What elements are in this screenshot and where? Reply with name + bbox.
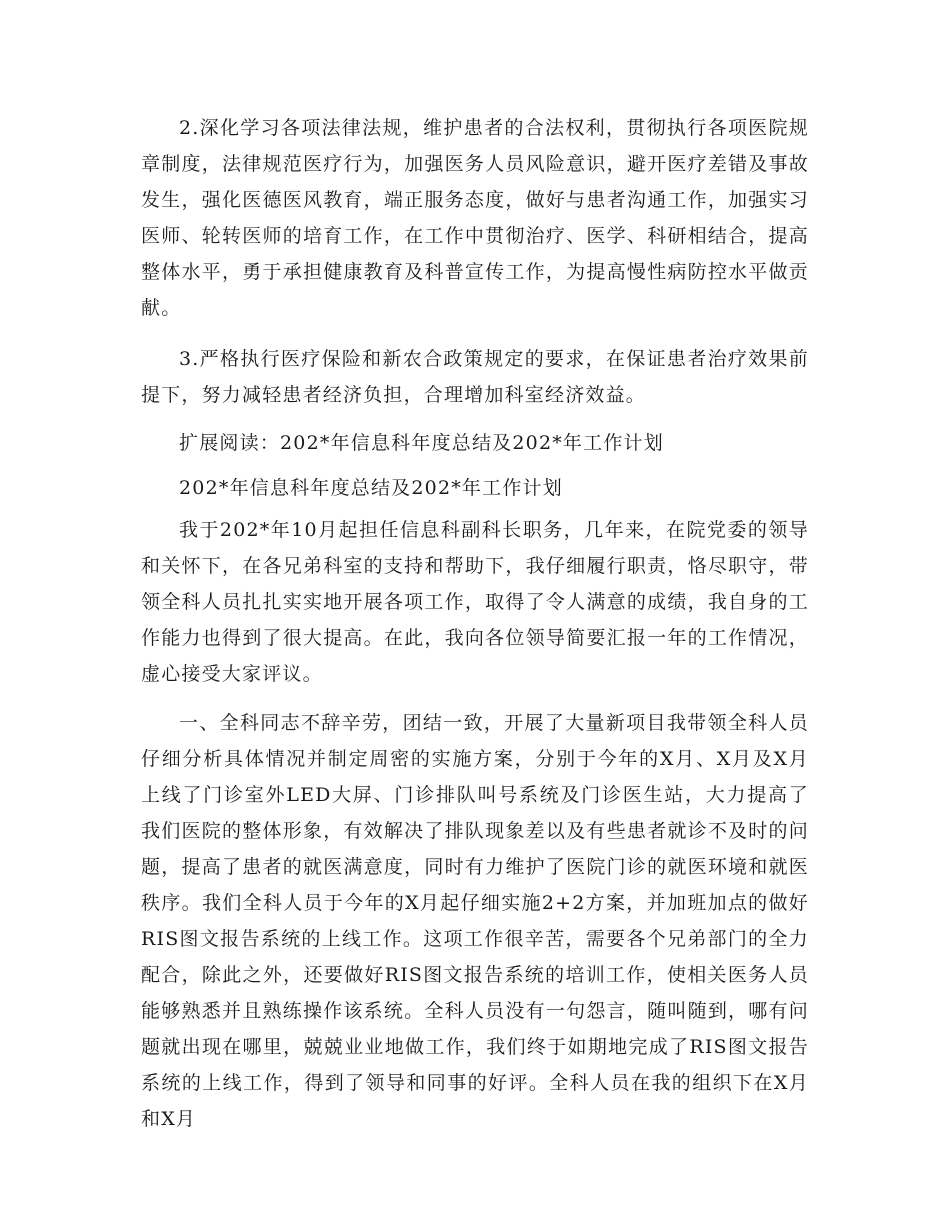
document-text [141, 425, 809, 461]
document-text [141, 110, 809, 326]
paragraph-item-3: 3.严格执行医疗保险和新农合政策规定的要求，在保证患者治疗效果前提下，努力减轻患者经济负担，合理增加科室经济效益。 [141, 348, 809, 406]
document-text [141, 705, 809, 1137]
extended-reading-line: 扩展阅读：202*年信息科年度总结及202*年工作计划 [179, 432, 664, 454]
intro-paragraph: 我于202*年10月起担任信息科副科长职务，几年来，在院党委的领导和关怀下，在各兄弟科室的支持和帮助下，我仔细履行职责，恪尽职守，带领全科人员扎扎实实地开展各项工作，取得了令人满意的成绩，我自身的工作能力也得到了很大提高。在此，我向各位领导简要汇报一年的工作情况，虚心接受大家评议。 [141, 519, 809, 685]
document-text [141, 512, 809, 692]
document-text [141, 470, 809, 506]
section-one-paragraph: 一、全科同志不辞辛劳，团结一致，开展了大量新项目我带领全科人员仔细分析具体情况并制定周密的实施方案，分别于今年的X月、X月及X月上线了门诊室外LED大屏、门诊排队叫号系统及门诊医生站，大力提高了我们医院的整体形象，有效解决了排队现象差以及有些患者就诊不及时的问题，提高了患者的就医满意度，同时有力维护了医院门诊的就医环境和就医秩序。我们全科人员于今年的X月起仔细实施2+2方案，并加班加点的做好RIS图文报告系统的上线工作。这项工作很辛苦，需要各个兄弟部门的全力配合，除此之外，还要做好RIS图文报告系统的培训工作，使相关医务人员能够熟悉并且熟练操作该系统。全科人员没有一句怨言，随叫随到，哪有问题就出现在哪里，兢兢业业地做工作，我们终于如期地完成了RIS图文报告系统的上线工作，得到了领导和同事的好评。全科人员在我的组织下在X月和X月 [141, 712, 809, 1130]
document-text [141, 341, 809, 413]
section-title: 202*年信息科年度总结及202*年工作计划 [179, 477, 563, 499]
paragraph-item-2: 2.深化学习各项法律法规，维护患者的合法权利，贯彻执行各项医院规章制度，法律规范医疗行为，加强医务人员风险意识，避开医疗差错及事故发生，强化医德医风教育，端正服务态度，做好与患者沟通工作，加强实习医师、轮转医师的培育工作，在工作中贯彻治疗、医学、科研相结合，提高整体水平，勇于承担健康教育及科普宣传工作，为提高慢性病防控水平做贡献。 [141, 117, 809, 319]
